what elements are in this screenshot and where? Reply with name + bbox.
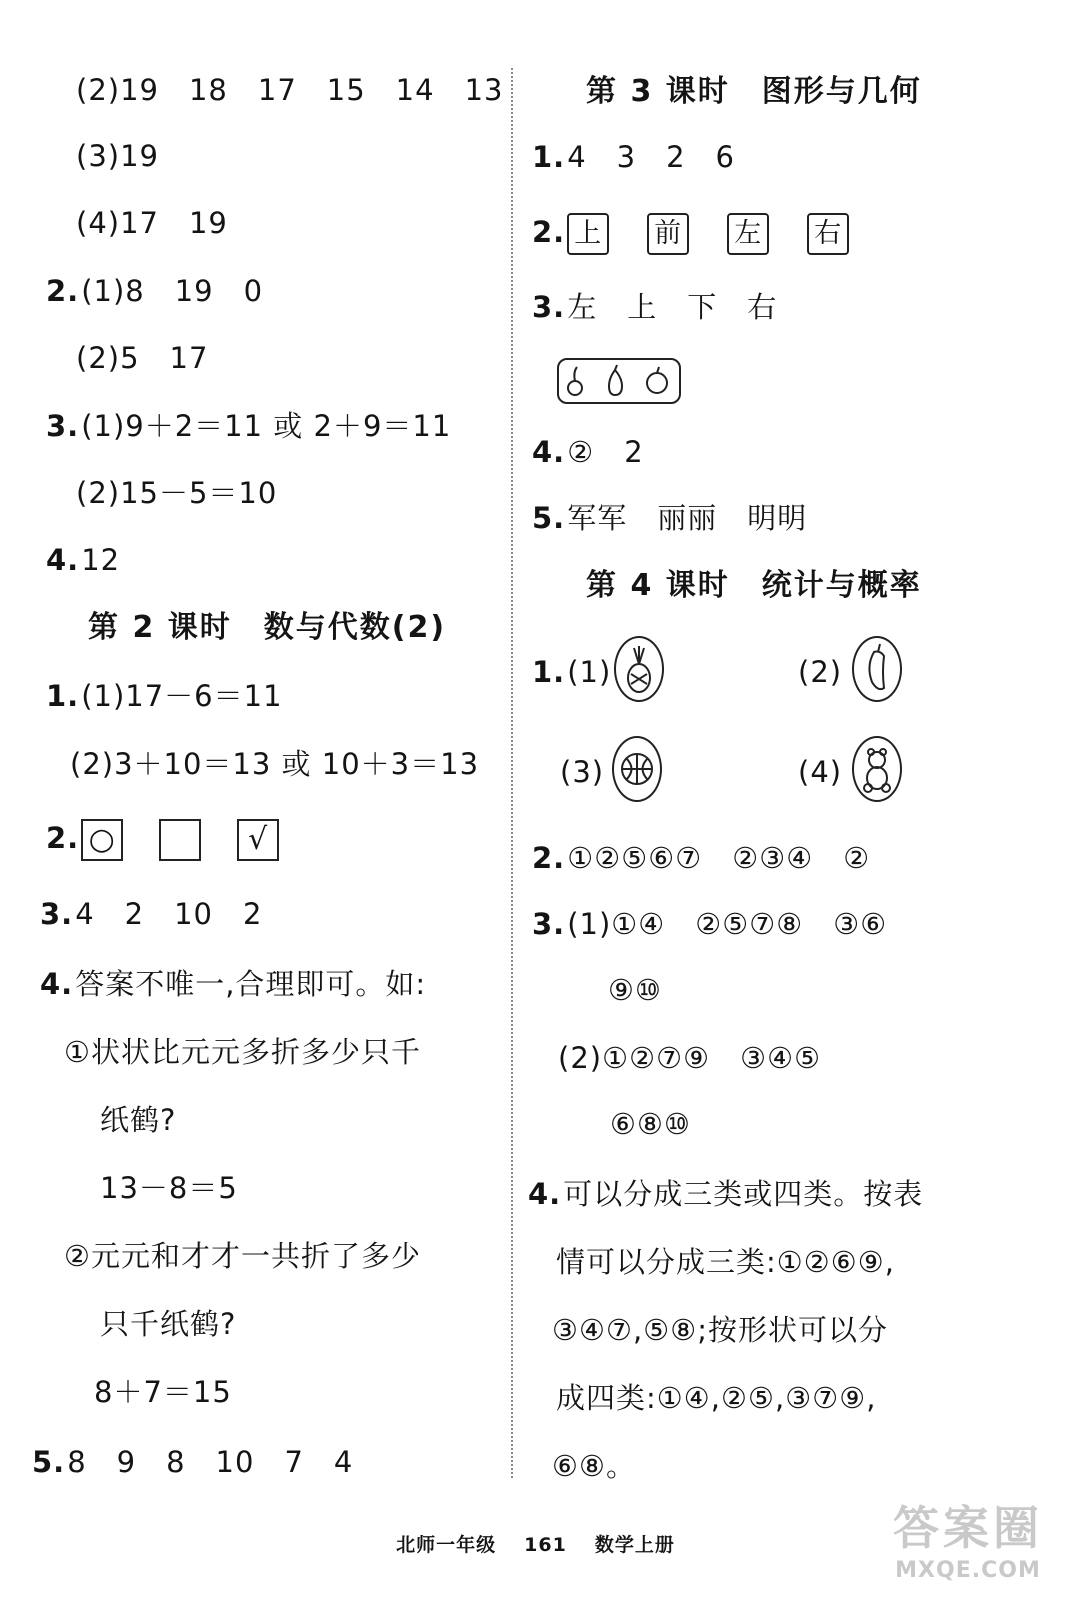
answer-line: 13－8＝5 (100, 1171, 238, 1205)
answer-text: 左 上 下 右 (567, 290, 778, 324)
answer-line (532, 432, 644, 472)
section-heading: 第 2 课时 数与代数(2) (88, 610, 447, 645)
answer-text: (1) (567, 655, 612, 689)
boxed-answer-left: 左 (727, 213, 769, 255)
question-number: 2. (46, 274, 80, 308)
answer-line: (2) (798, 655, 843, 689)
pear-icon (609, 365, 622, 395)
watermark-main: 答案圈 (893, 1501, 1043, 1555)
answer-line: (2)3＋10＝13 或 10＋3＝13 (70, 747, 480, 781)
answer-line: (2)15－5＝10 (76, 476, 278, 510)
pepper-icon (852, 636, 902, 702)
footer-subject: 数学上册 (594, 1534, 675, 1556)
answer-line: (4) (798, 755, 843, 789)
answer-line: ⑥⑧⑩ (610, 1107, 691, 1141)
answer-line (532, 212, 887, 255)
apple-icon (647, 367, 667, 393)
answer-line: (2)19 18 17 15 14 13 (76, 73, 504, 107)
boxed-answer-up: 上 (567, 213, 609, 255)
answer-line: (2)①②⑦⑨ ③④⑤ (558, 1041, 822, 1075)
answer-line (532, 287, 777, 327)
answer-line (46, 406, 451, 446)
answer-text: 4 3 2 6 (567, 140, 736, 174)
answer-text: 8 9 8 10 7 4 (67, 1445, 354, 1479)
empty-mark-box (159, 819, 201, 861)
question-number: 2. (46, 821, 80, 855)
question-number: 3. (532, 907, 566, 941)
answer-text: 军军 丽丽 明明 (567, 501, 808, 535)
answer-text: ①②⑤⑥⑦ ②③④ ② (567, 841, 871, 875)
ball-icon (612, 736, 662, 802)
answer-line: 成四类:①④,②⑤,③⑦⑨, (556, 1381, 877, 1415)
check-mark-box: √ (237, 819, 279, 861)
answer-text: (1)17－6＝11 (81, 679, 283, 713)
question-number: 5. (532, 501, 566, 535)
watermark-logo (878, 1500, 1058, 1596)
question-number: 1. (46, 679, 80, 713)
answer-text: 4 2 10 2 (75, 897, 263, 931)
pineapple-icon (614, 636, 664, 702)
question-number: 2. (532, 841, 566, 875)
answer-line (40, 964, 426, 1004)
answer-line (532, 838, 870, 878)
question-number: 3. (46, 409, 80, 443)
question-number: 4. (46, 543, 80, 577)
question-number: 4. (528, 1177, 562, 1211)
boxed-answer-right: 右 (807, 213, 849, 255)
answer-text: ② 2 (567, 435, 644, 469)
answer-line (532, 652, 611, 692)
column-divider (511, 68, 513, 1478)
footer-grade: 北师一年级 (396, 1534, 497, 1556)
answer-line: 8＋7＝15 (94, 1375, 232, 1409)
answer-line (46, 818, 315, 861)
answer-line: ⑨⑩ (608, 973, 662, 1007)
answer-line: (3) (560, 755, 605, 789)
answer-line: (4)17 19 (76, 206, 228, 240)
question-number: 4. (532, 435, 566, 469)
answer-text: (1)8 19 0 (81, 274, 264, 308)
answer-line (46, 540, 120, 580)
answer-text: 可以分成三类或四类。按表 (563, 1177, 924, 1211)
answer-text: 答案不唯一,合理即可。如: (75, 967, 427, 1001)
circle-mark-box: ○ (81, 819, 123, 861)
answer-line: 纸鹤? (100, 1103, 177, 1137)
answer-line: 只千纸鹤? (100, 1307, 237, 1341)
answer-line: ⑥⑧。 (552, 1449, 636, 1483)
question-number: 1. (532, 655, 566, 689)
answer-line (46, 271, 263, 311)
answer-line: ③④⑦,⑤⑧;按形状可以分 (552, 1313, 888, 1347)
answer-line: ①状状比元元多折多少只千 (64, 1035, 421, 1069)
answer-line (46, 676, 283, 716)
answer-line: (2)5 17 (76, 341, 209, 375)
answer-line: 情可以分成三类:①②⑥⑨, (556, 1245, 895, 1279)
answer-line: ②元元和才才一共折了多少 (64, 1239, 421, 1273)
answer-text: (1)9＋2＝11 或 2＋9＝11 (81, 409, 452, 443)
answer-line (532, 904, 887, 944)
question-number: 3. (40, 897, 74, 931)
answer-line (532, 498, 807, 538)
fruit-row (559, 360, 679, 402)
answer-text: 12 (81, 543, 121, 577)
answer-line (528, 1174, 923, 1214)
question-number: 4. (40, 967, 74, 1001)
question-number: 1. (532, 140, 566, 174)
fruit-order-box (557, 358, 681, 404)
question-number: 3. (532, 290, 566, 324)
watermark-sub: MXQE.COM (895, 1558, 1041, 1583)
page-number: 161 (524, 1534, 567, 1556)
answer-line: (3)19 (76, 139, 159, 173)
question-number: 5. (32, 1445, 66, 1479)
answer-text: (1)①④ ②⑤⑦⑧ ③⑥ (567, 907, 888, 941)
toy-icon (852, 736, 902, 802)
question-number: 2. (532, 215, 566, 249)
answer-line (32, 1442, 353, 1482)
section-heading: 第 3 课时 图形与几何 (586, 74, 922, 109)
answer-line (532, 137, 735, 177)
boxed-answer-front: 前 (647, 213, 689, 255)
section-heading: 第 4 课时 统计与概率 (586, 568, 922, 603)
cherry-icon (568, 367, 582, 395)
answer-line (40, 894, 262, 934)
